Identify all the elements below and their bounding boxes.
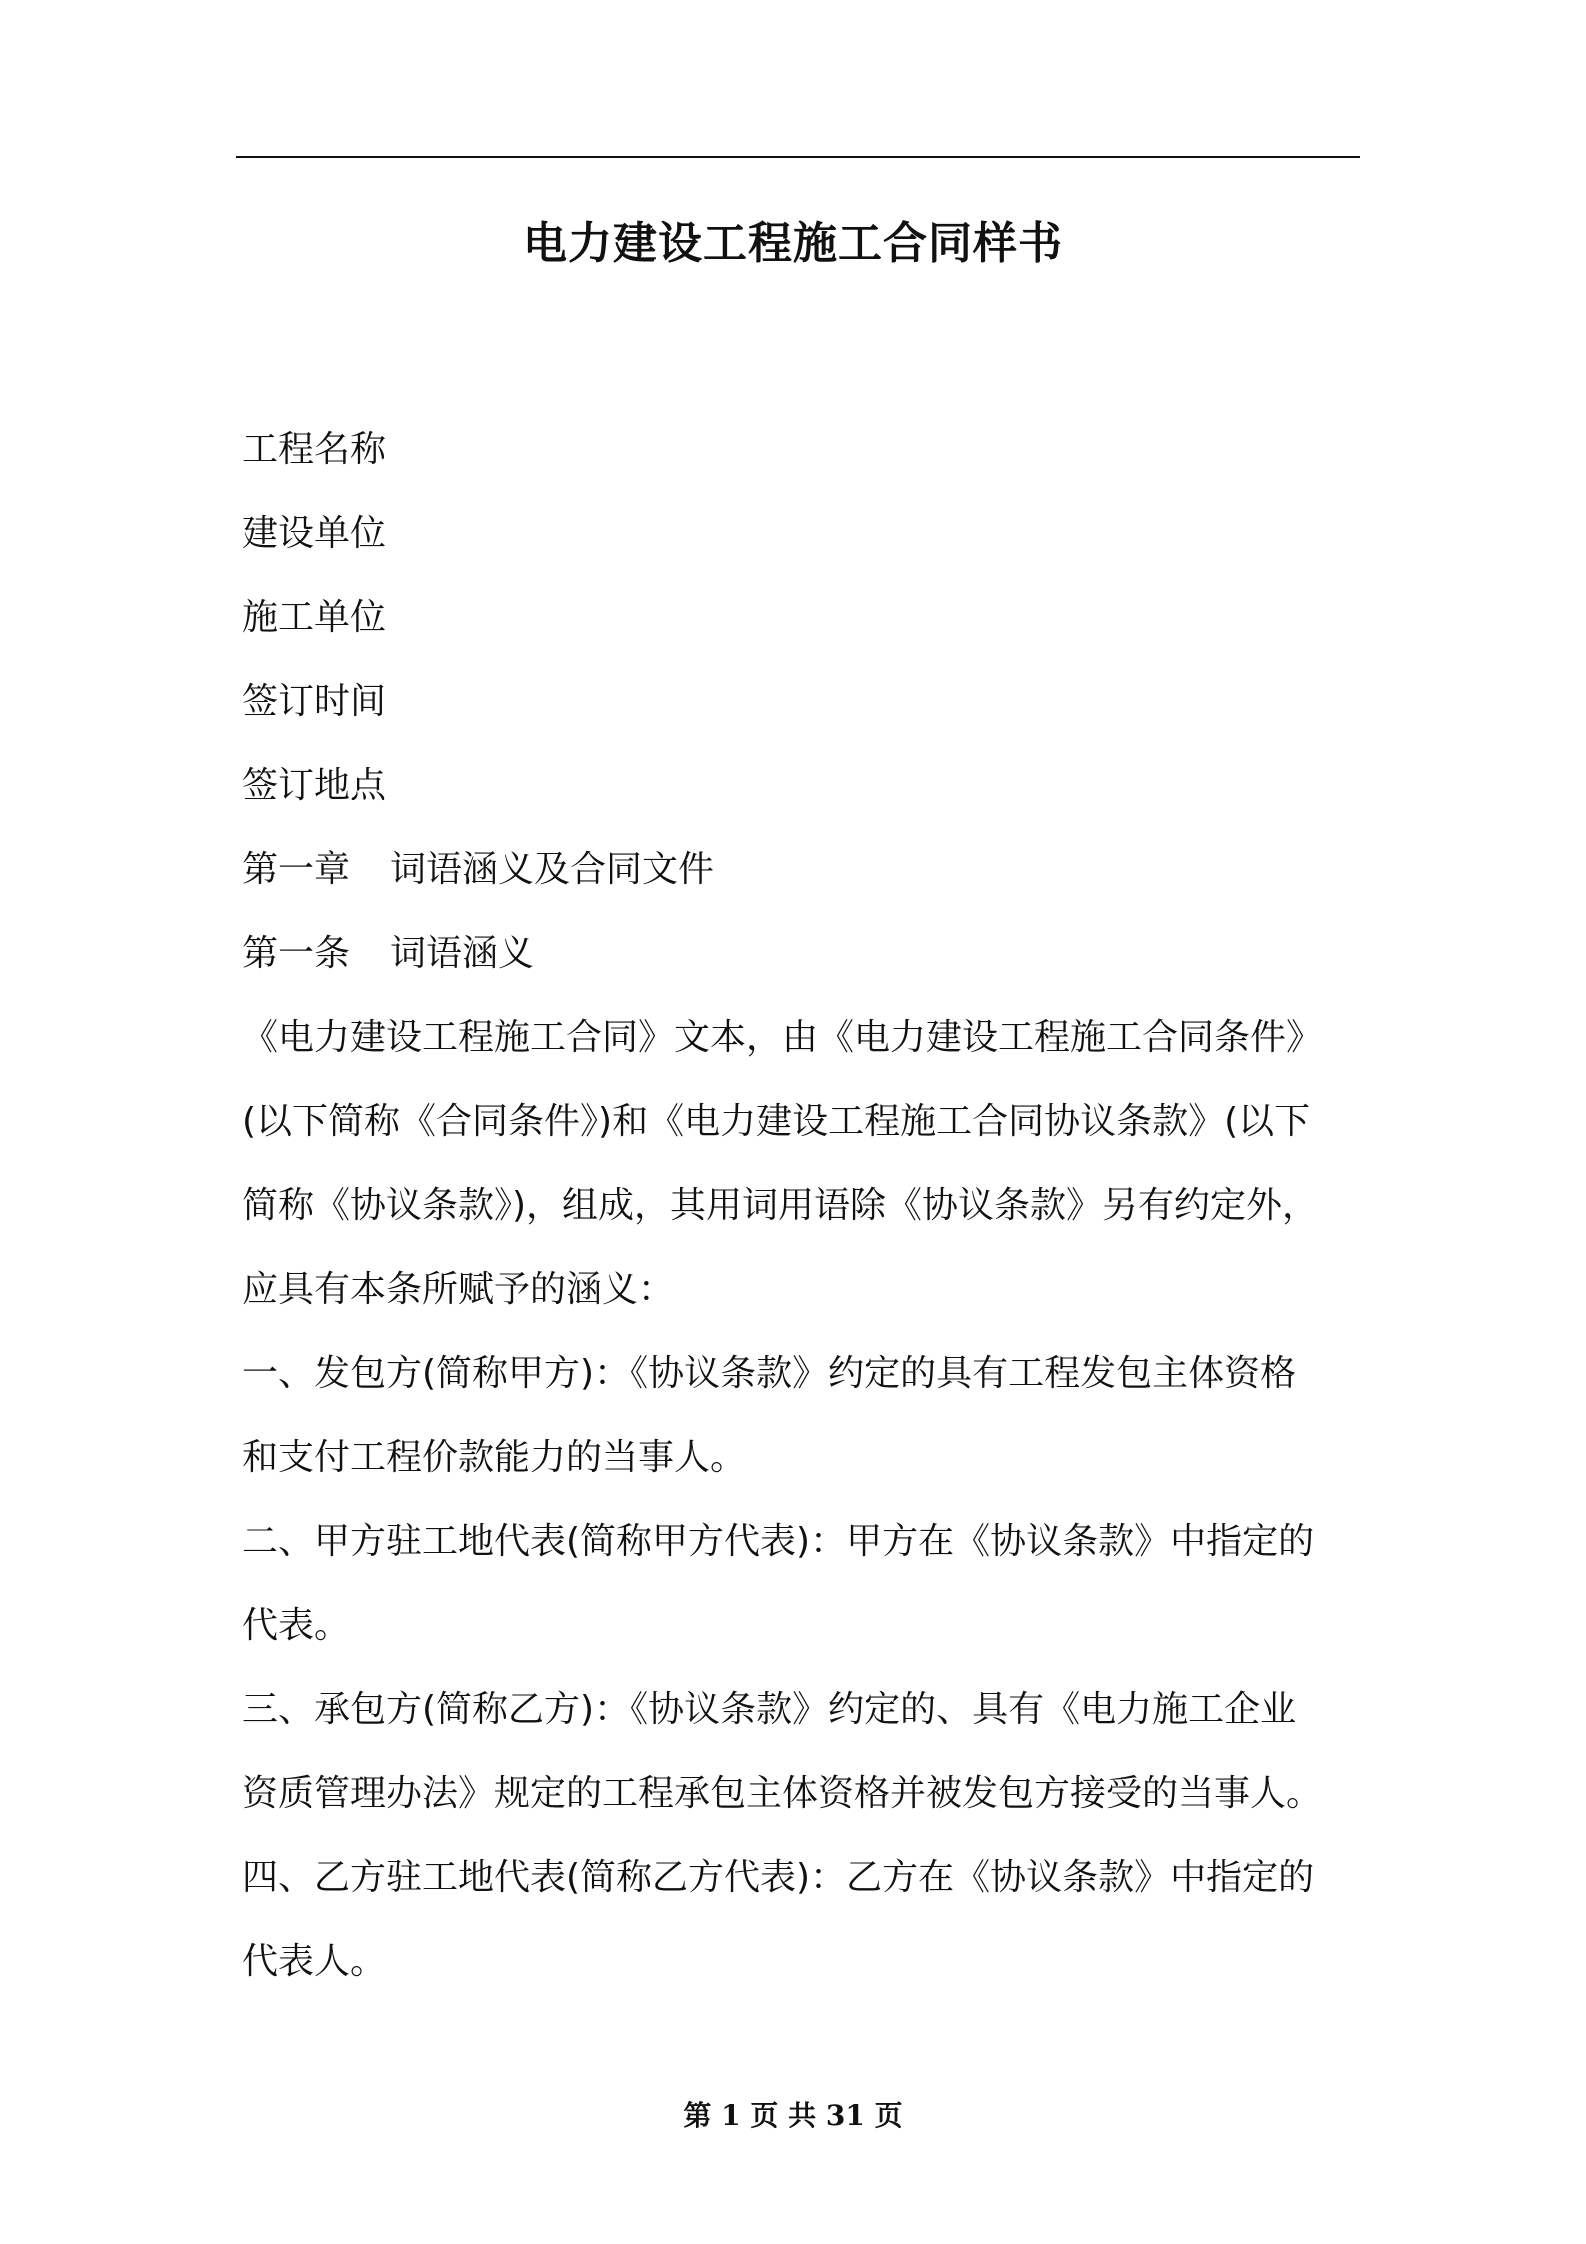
field-contractor-unit: 施工单位: [242, 597, 387, 638]
definition-line: 资质管理办法》规定的工程承包主体资格并被发包方接受的当事人。: [242, 1773, 1323, 1814]
paragraph-line: (以下简称《合同条件》)和《电力建设工程施工合同协议条款》(以下: [242, 1101, 1311, 1142]
definition-line: 代表人。: [242, 1941, 387, 1982]
field-signing-time: 签订时间: [242, 681, 387, 722]
page-number-footer: 第 1 页 共 31 页: [683, 2099, 903, 2132]
definition-line: 三、承包方(简称乙方)：《协议条款》约定的、具有《电力施工企业: [242, 1689, 1297, 1730]
chapter-title: 词语涵义及合同文件: [390, 849, 715, 890]
document-body: [242, 408, 1366, 2004]
paragraph-line: 简称《协议条款》)，组成，其用词用语除《协议条款》另有约定外，: [242, 1185, 1319, 1226]
definition-line: 和支付工程价款能力的当事人。: [242, 1437, 747, 1478]
definition-line: 四、乙方驻工地代表(简称乙方代表)：乙方在《协议条款》中指定的: [242, 1857, 1315, 1898]
definition-line: 一、发包方(简称甲方)：《协议条款》约定的具有工程发包主体资格: [242, 1353, 1297, 1394]
article-title: 词语涵义: [390, 933, 535, 974]
definition-line: 二、甲方驻工地代表(简称甲方代表)：甲方在《协议条款》中指定的: [242, 1521, 1315, 1562]
article-number: 第一条: [242, 933, 351, 974]
article-heading: [242, 912, 1366, 996]
chapter-number: 第一章: [242, 849, 351, 890]
field-signing-place: 签订地点: [242, 765, 387, 806]
field-owner-unit: 建设单位: [242, 513, 387, 554]
document-title: 电力建设工程施工合同样书: [523, 218, 1063, 269]
definition-line: 代表。: [242, 1605, 351, 1646]
field-project-name: 工程名称: [242, 429, 387, 470]
paragraph-line: 《电力建设工程施工合同》文本，由《电力建设工程施工合同条件》: [242, 1017, 1323, 1058]
paragraph-line: 应具有本条所赋予的涵义：: [242, 1269, 675, 1310]
chapter-heading: [242, 828, 1366, 912]
header-divider: [236, 156, 1360, 158]
